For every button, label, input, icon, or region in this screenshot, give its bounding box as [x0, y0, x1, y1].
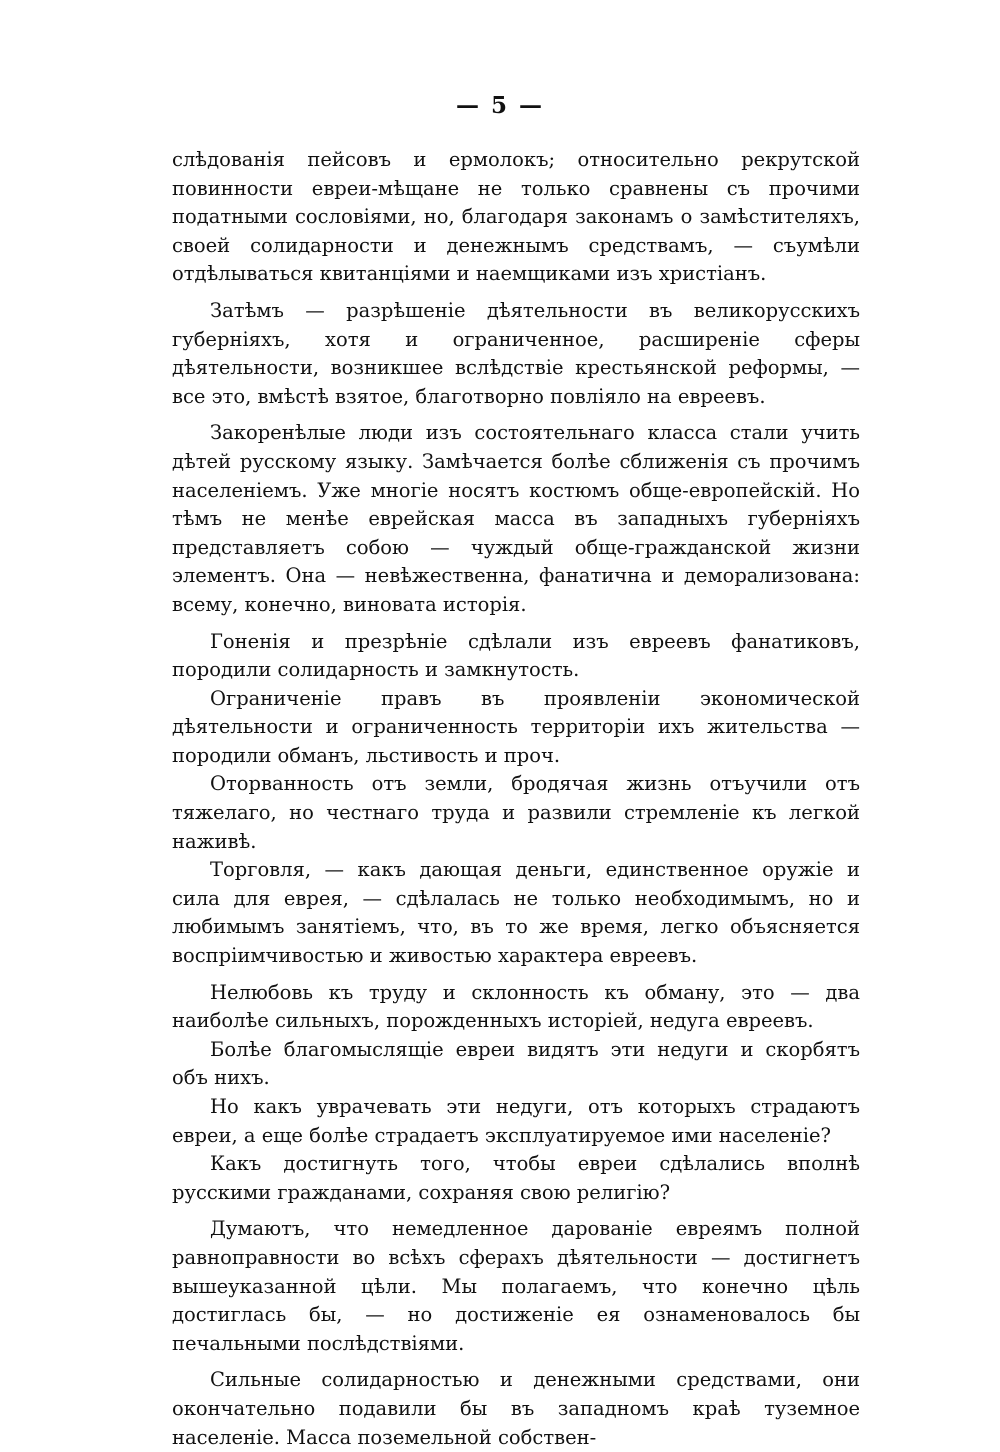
paragraph: Гоненія и презрѣніе сдѣлали изъ евреевъ фанатиковъ, породили солидарность и замкнутость. [172, 629, 860, 682]
paragraph: Торговля, — какъ дающая деньги, единственное оружіе и сила для еврея, — сдѣлалась не только необходимымъ, но и любимымъ занятіемъ, что, въ то же время, легко объясняется воспріимчивостью и живостью характера евреевъ. [172, 858, 860, 968]
paragraph: Оторванность отъ земли, бродячая жизнь отъучили отъ тяжелаго, но честнаго труда и развили стремленіе къ легкой наживѣ. [172, 772, 860, 853]
paragraph: Ограниченіе правъ въ проявленіи экономической дѣятельности и ограниченность территоріи ихъ жительства — породили обманъ, льстивость и проч. [172, 686, 860, 767]
paragraph: Какъ достигнуть того, чтобы евреи сдѣлались вполнѣ русскими гражданами, сохраняя свою религію? [172, 1152, 860, 1204]
paragraph: Болѣе благомыслящіе евреи видятъ эти недуги и скорбятъ объ нихъ. [172, 1037, 860, 1090]
page-number: — 5 — [455, 92, 545, 119]
paragraph: Нелюбовь къ труду и склонность къ обману, это — два наиболѣе сильныхъ, порожденныхъ исторіей, недуга евреевъ. [172, 980, 860, 1033]
paragraph: Закоренѣлые люди изъ состоятельнаго класса стали учить дѣтей русскому языку. Замѣчается болѣе сближенія съ прочимъ населеніемъ. Уже многіе носятъ костюмъ обще-европейскій. Но тѣмъ не менѣе еврейская масса въ западныхъ губерніяхъ представляетъ собою — чуждый обще-гражданской жизни элементъ. Она — невѣжественна, фанатична и деморализована: всему, конечно, виновата исторія. [172, 421, 860, 616]
paragraph: Затѣмъ — разрѣшеніе дѣятельности въ великорусскихъ губерніяхъ, хотя и ограниченное, расширеніе сферы дѣятельности, возникшее вслѣдствіе крестьянской реформы, — все это, вмѣстѣ взятое, благотворно повліяло на евреевъ. [172, 298, 860, 408]
paragraph: Сильные солидарностью и денежными средствами, они окончательно подавили бы въ западномъ краѣ туземное населеніе. Масса поземельной собствен- [172, 1368, 860, 1449]
paragraph: Но какъ уврачевать эти недуги, отъ которыхъ страдаютъ евреи, а еще болѣе страдаетъ эксплуатируемое ими населеніе? [172, 1095, 860, 1147]
paragraph: Думаютъ, что немедленное дарованіе евреямъ полной равноправности во всѣхъ сферахъ дѣятельности — достигнетъ вышеуказанной цѣли. Мы полагаемъ, что конечно цѣль достиглась бы, — но достиженіе ея ознаменовалось бы печальными послѣдствіями. [172, 1217, 860, 1355]
paragraph: слѣдованія пейсовъ и ермолокъ; относительно рекрутской повинности евреи-мѣщане не только сравнены съ прочими податными сословіями, но, благодаря законамъ о замѣстителяхъ, своей солидарности и денежнымъ средствамъ, — съумѣли отдѣлываться квитанціями и наемщиками изъ христіанъ. [172, 148, 860, 286]
body-text [172, 146, 860, 1452]
